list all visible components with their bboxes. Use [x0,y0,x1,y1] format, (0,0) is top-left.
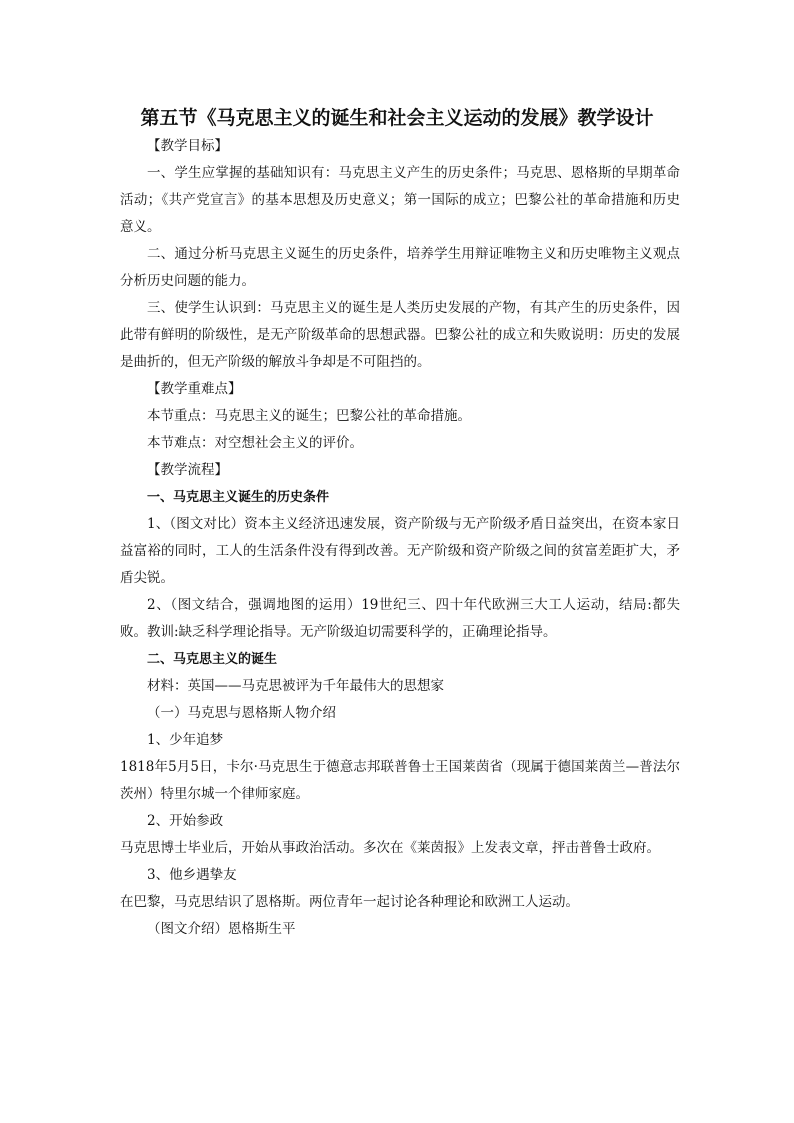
document-title: 第五节《马克思主义的诞生和社会主义运动的发展》教学设计 [140,107,654,129]
process-heading: 【教学流程】 [147,462,228,478]
document-body [120,133,680,943]
friend-heading: 3、他乡遇挚友 [147,867,237,883]
objective-3: 三、使学生认识到：马克思主义的诞生是人类历史发展的产物，有其产生的历史条件，因此带有鲜明的阶级性，是无产阶级革命的思想武器。巴黎公社的成立和失败说明：历史的发展是曲折的，但无产阶级的解放斗争却是不可阻挡的。 [120,300,680,370]
section-1-item-2: 2、（图文结合，强调地图的运用）19世纪三、四十年代欧洲三大工人运动，结局:都失败。教训:缺乏科学理论指导。无产阶级迫切需要科学的，正确理论指导。 [120,597,680,640]
objective-1: 一、学生应掌握的基础知识有：马克思主义产生的历史条件；马克思、恩格斯的早期革命活动；《共产党宣言》的基本思想及历史意义；第一国际的成立；巴黎公社的革命措施和历史意义。 [120,165,680,235]
key-point: 本节重点：马克思主义的诞生；巴黎公社的革命措施。 [147,408,471,424]
objectives-heading: 【教学目标】 [147,138,228,154]
section-2-heading: 二、马克思主义的诞生 [147,652,278,667]
sub-heading-1: （一）马克思与恩格斯人物介绍 [147,705,336,721]
friend-text: 在巴黎，马克思结识了恩格斯。两位青年一起讨论各种理论和欧洲工人运动。 [120,894,579,910]
youth-text: 1818年5月5日，卡尔·马克思生于德意志邦联普鲁士王国莱茵省（现属于德国莱茵兰—普法尔茨州）特里尔城一个律师家庭。 [120,759,680,802]
section-1-item-1: 1、（图文对比）资本主义经济迅速发展，资产阶级与无产阶级矛盾日益突出，在资本家日益富裕的同时，工人的生活条件没有得到改善。无产阶级和资产阶级之间的贫富差距扩大，矛盾尖锐。 [120,516,680,586]
engels-intro: （图文介绍）恩格斯生平 [147,921,296,937]
section-1-heading: 一、马克思主义诞生的历史条件 [147,490,330,505]
politics-heading: 2、开始参政 [147,813,224,829]
objective-2: 二、通过分析马克思主义诞生的历史条件，培养学生用辩证唯物主义和历史唯物主义观点分析历史问题的能力。 [120,246,680,289]
difficult-point: 本节难点：对空想社会主义的评价。 [147,435,363,451]
key-points-heading: 【教学重难点】 [147,381,242,397]
youth-heading: 1、少年追梦 [147,732,224,748]
material-text: 材料：英国——马克思被评为千年最伟大的思想家 [147,678,444,694]
politics-text: 马克思博士毕业后，开始从事政治活动。多次在《莱茵报》上发表文章，抨击普鲁士政府。 [120,840,660,856]
